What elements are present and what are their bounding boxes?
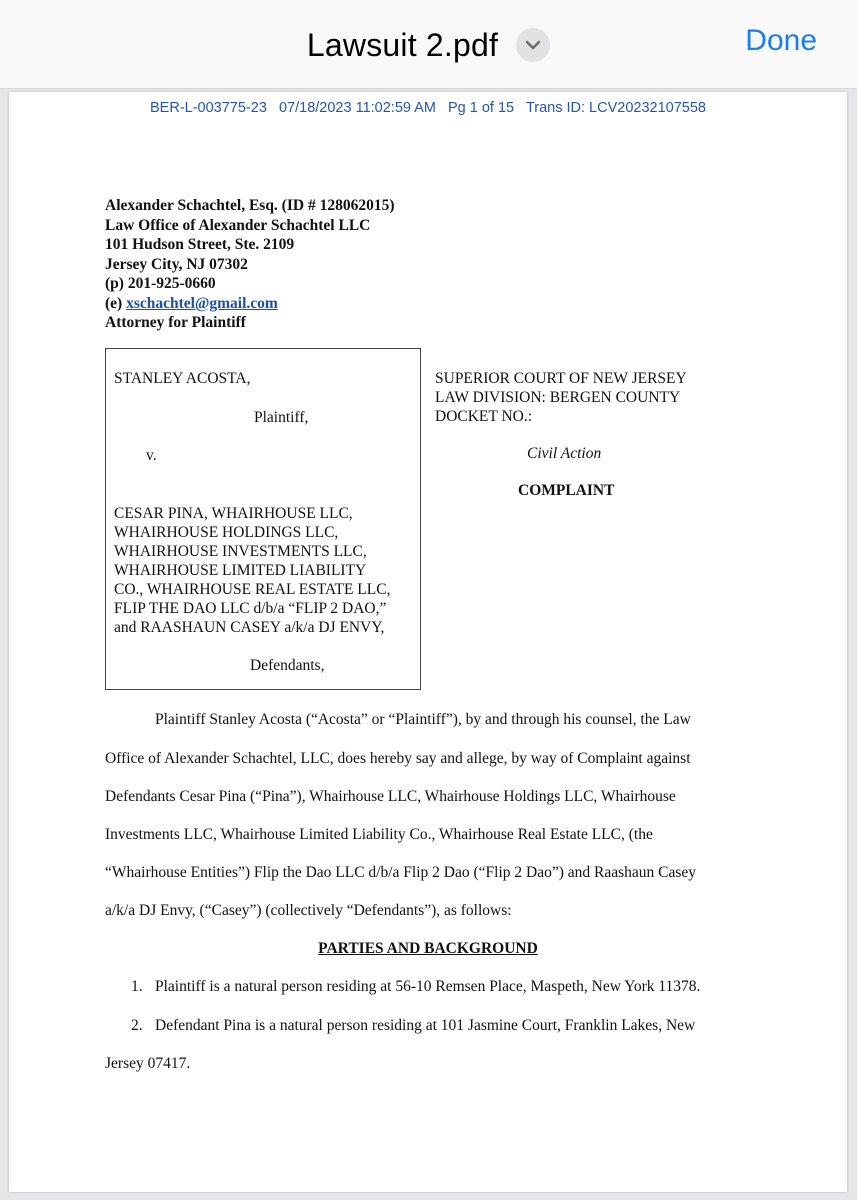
attorney-block: [105, 196, 394, 333]
body-line: a/k/a DJ Envy, (“Casey”) (collectively “Defendants”), as follows:: [105, 902, 512, 919]
body-line: “Whairhouse Entities”) Flip the Dao LLC d/b/a Flip 2 Dao (“Flip 2 Dao”) and Raashaun Casey: [105, 864, 697, 881]
pdf-page[interactable]: [9, 92, 847, 1192]
docket-number: DOCKET NO.:: [435, 408, 533, 425]
court-division: LAW DIVISION: BERGEN COUNTY: [435, 389, 681, 406]
paragraph-text: Plaintiff is a natural person residing at 56-10 Remsen Place, Maspeth, New York 11378.: [155, 978, 701, 995]
email-prefix: (e): [105, 294, 127, 312]
defendants-label: Defendants,: [250, 657, 325, 674]
defendant-line: CESAR PINA, WHAIRHOUSE LLC,: [114, 505, 353, 522]
defendant-line: CO., WHAIRHOUSE REAL ESTATE LLC,: [114, 581, 391, 598]
email-line: [105, 294, 394, 314]
nav-bar: [0, 0, 857, 89]
law-office: Law Office of Alexander Schachtel LLC: [105, 216, 371, 234]
chevron-down-icon[interactable]: [516, 28, 550, 62]
plaintiff-name: STANLEY ACOSTA,: [114, 370, 251, 387]
body-line: Investments LLC, Whairhouse Limited Liability Co., Whairhouse Real Estate LLC, (the: [105, 826, 653, 843]
defendant-line: WHAIRHOUSE HOLDINGS LLC,: [114, 524, 339, 541]
document-type: COMPLAINT: [518, 482, 615, 499]
paragraph-text: Defendant Pina is a natural person residing at 101 Jasmine Court, Franklin Lakes, New: [155, 1017, 696, 1034]
defendant-line: WHAIRHOUSE LIMITED LIABILITY: [114, 562, 367, 579]
city-state: Jersey City, NJ 07302: [105, 255, 248, 273]
civil-action: Civil Action: [527, 445, 602, 462]
paragraph-number: 1.: [131, 978, 143, 995]
paragraph-number: 2.: [131, 1017, 143, 1034]
filing-stamp: BER-L-003775-23 07/18/2023 11:02:59 AM Pg 1 of 15 Trans ID: LCV20232107558: [150, 100, 706, 116]
defendant-line: FLIP THE DAO LLC d/b/a “FLIP 2 DAO,”: [114, 600, 387, 617]
paragraph-text: Jersey 07417.: [105, 1055, 191, 1072]
court-block: [435, 369, 687, 426]
email-link[interactable]: xschachtel@gmail.com: [126, 294, 278, 312]
attorney-role: Attorney for Plaintiff: [105, 314, 246, 331]
case-caption-box: [105, 348, 421, 690]
done-button[interactable]: Done: [745, 24, 817, 57]
body-line: Office of Alexander Schachtel, LLC, does hereby say and allege, by way of Complaint against: [105, 750, 691, 767]
body-line: Defendants Cesar Pina (“Pina”), Whairhouse LLC, Whairhouse Holdings LLC, Whairhouse: [105, 788, 676, 805]
street-address: 101 Hudson Street, Ste. 2109: [105, 236, 295, 253]
attorney-name: Alexander Schachtel, Esq. (ID # 128062015): [105, 197, 395, 214]
plaintiff-label: Plaintiff,: [254, 409, 309, 426]
title-group[interactable]: [0, 22, 857, 68]
defendant-line: WHAIRHOUSE INVESTMENTS LLC,: [114, 543, 367, 560]
defendant-line: and RAASHAUN CASEY a/k/a DJ ENVY,: [114, 619, 385, 636]
section-heading: PARTIES AND BACKGROUND: [318, 940, 538, 957]
body-line: Plaintiff Stanley Acosta (“Acosta” or “Plaintiff”), by and through his counsel, the Law: [155, 711, 691, 728]
document-title[interactable]: Lawsuit 2.pdf: [306, 26, 499, 63]
court-name: SUPERIOR COURT OF NEW JERSEY: [435, 370, 687, 387]
phone: (p) 201-925-0660: [105, 275, 216, 292]
versus: v.: [146, 447, 157, 464]
